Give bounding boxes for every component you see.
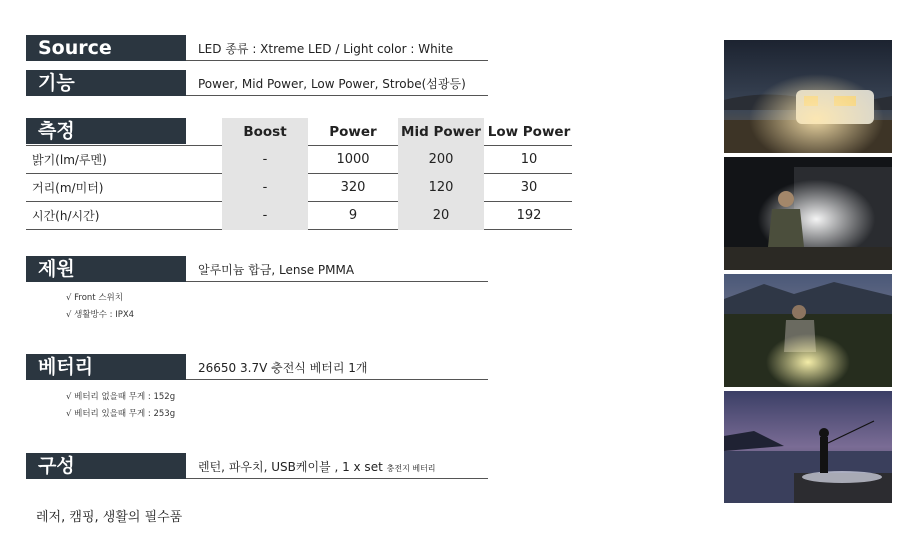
table-cell: 120	[398, 174, 484, 202]
spec-bullet-list	[66, 290, 134, 324]
table-cell: 192	[516, 208, 542, 223]
row-label: 거리(m/미터)	[32, 181, 104, 195]
column-header-power: Power	[329, 124, 377, 140]
battery-header: 베터리	[26, 354, 186, 380]
function-header: 기능	[26, 70, 186, 96]
column-header-low-power: Low Power	[487, 124, 571, 140]
composition-small-text: 충전지 베터리	[386, 464, 436, 473]
table-cell: 200	[398, 146, 484, 174]
photo-person-lantern-camper	[724, 157, 892, 270]
function-value: Power, Mid Power, Low Power, Strobe(섬광등)	[186, 70, 488, 96]
photo-person-lantern-lake	[724, 274, 892, 387]
table-cell: 320	[340, 180, 366, 195]
photo-camper-night	[724, 40, 892, 153]
table-cell: -	[222, 174, 308, 202]
table-cell: 9	[348, 208, 358, 223]
source-header: Source	[26, 35, 186, 61]
measurement-table	[26, 118, 572, 230]
table-cell: 10	[520, 152, 538, 167]
battery-bullet-list	[66, 389, 175, 423]
composition-value	[186, 453, 488, 479]
table-header-row	[26, 118, 572, 146]
tagline: 레저, 캠핑, 생활의 필수품	[36, 510, 183, 525]
spec-value: 알루미늄 합금, Lense PMMA	[186, 256, 488, 282]
row-label: 밝기(lm/루멘)	[32, 153, 107, 167]
list-item: √ 베터리 없을때 무게 : 152g	[66, 392, 176, 402]
photo-fisherman-dusk	[724, 391, 892, 503]
spec-header: 제원	[26, 256, 186, 282]
table-cell: -	[222, 202, 308, 230]
table-cell: 30	[520, 180, 538, 195]
table-row	[26, 202, 572, 230]
measure-header: 측정	[26, 118, 186, 144]
list-item: √ 생활방수 : IPX4	[66, 310, 135, 320]
column-header-mid-power: Mid Power	[398, 118, 484, 146]
column-header-boost: Boost	[222, 118, 308, 146]
list-item: √ 베터리 있을때 무게 : 253g	[66, 409, 176, 419]
table-cell: 20	[398, 202, 484, 230]
table-cell: -	[222, 146, 308, 174]
table-row	[26, 146, 572, 174]
table-cell: 1000	[336, 152, 370, 167]
composition-main-text: 렌턴, 파우치, USB케이블 , 1 x set	[198, 460, 383, 474]
battery-value: 26650 3.7V 충전식 베터리 1개	[186, 354, 488, 380]
table-row	[26, 174, 572, 202]
row-label: 시간(h/시간)	[32, 209, 100, 223]
list-item: √ Front 스위치	[66, 293, 123, 303]
composition-header: 구성	[26, 453, 186, 479]
source-value: LED 종류 : Xtreme LED / Light color : White	[186, 35, 488, 61]
